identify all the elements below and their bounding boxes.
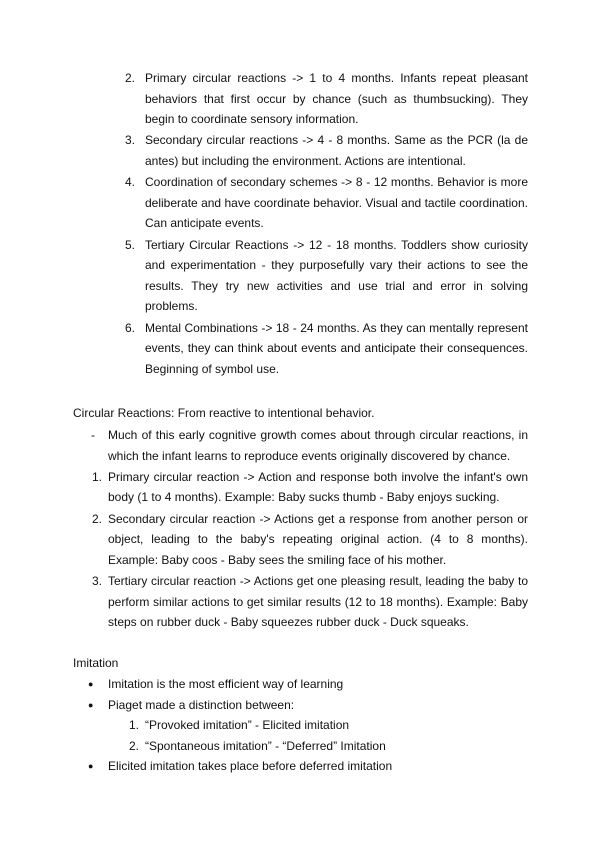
circular-reactions-list xyxy=(91,425,528,633)
list-number: 4. xyxy=(124,175,135,190)
list-number: 2. xyxy=(124,71,135,85)
list-text: Coordination of secondary schemes -> 8 - 12 months. Behavior is more deliberate and have coordinate behavior. Visual and tactile coordination. Can anticipate events. xyxy=(145,175,528,231)
bullet-icon: ● xyxy=(88,679,94,689)
list-number: 1. xyxy=(128,718,139,733)
list-number: 2. xyxy=(128,738,139,753)
list-item xyxy=(91,425,528,466)
imitation-heading: Imitation xyxy=(73,656,119,670)
list-item xyxy=(128,736,528,757)
list-item xyxy=(124,172,528,234)
list-text: Elicited imitation takes place before deferred imitation xyxy=(108,759,393,774)
list-item xyxy=(124,68,528,130)
list-text: Much of this early cognitive growth comes about through circular reactions, in which the infant learns to reproduce events originally discovered by chance. xyxy=(108,428,528,463)
list-item xyxy=(128,715,528,736)
list-text: “Provoked imitation” - Elicited imitation xyxy=(145,718,350,733)
dash-marker: - xyxy=(91,428,95,442)
list-text: Tertiary circular reaction -> Actions get one pleasing result, leading the baby to perform similar actions to get similar results (12 to 18 months). Example: Baby steps on rubber duck - Baby squeezes rubber duck - Duck squeaks. xyxy=(108,573,528,630)
piaget-stages-list xyxy=(124,68,528,380)
list-text: Mental Combinations -> 18 - 24 months. As they can mentally represent events, they can think about events and anticipate their consequences. Beginning of symbol use. xyxy=(145,320,528,376)
list-text: Imitation is the most efficient way of learning xyxy=(108,677,344,691)
bullet-icon: ● xyxy=(88,699,94,710)
list-text: “Spontaneous imitation” - “Deferred” Imitation xyxy=(145,738,386,753)
list-item xyxy=(91,467,528,508)
list-item xyxy=(124,235,528,317)
list-item xyxy=(91,571,528,633)
imitation-bullet-list xyxy=(88,674,528,777)
list-item xyxy=(88,674,528,695)
list-number: 5. xyxy=(124,237,135,252)
list-text: Primary circular reactions -> 1 to 4 months. Infants repeat pleasant behaviors that first occur by chance (such as thumbsucking). They begin to coordinate sensory information. xyxy=(145,71,528,127)
list-text: Tertiary Circular Reactions -> 12 - 18 months. Toddlers show curiosity and experimentation - they purposefully vary their actions to see the results. They try new activities and use trial and error in solving problems. xyxy=(145,237,528,314)
list-number: 2. xyxy=(91,511,102,526)
list-text: Secondary circular reactions -> 4 - 8 months. Same as the PCR (la de antes) but including the environment. Actions are intentional. xyxy=(145,133,528,168)
list-text: Secondary circular reaction -> Actions get a response from another person or object, leading to the baby's repeating original action. (4 to 8 months). Example: Baby coos - Baby sees the smiling face of his mother. xyxy=(108,511,528,567)
list-number: 3. xyxy=(124,133,135,148)
circular-reactions-heading: Circular Reactions: From reactive to intentional behavior. xyxy=(73,406,375,420)
bullet-icon: ● xyxy=(88,761,94,772)
list-item xyxy=(124,318,528,380)
list-item xyxy=(88,695,528,716)
list-item xyxy=(124,130,528,171)
imitation-types-list xyxy=(128,715,528,756)
list-text: Piaget made a distinction between: xyxy=(108,697,295,712)
list-text: Primary circular reaction -> Action and response both involve the infant's own body (1 to 4 months). Example: Baby sucks thumb - Baby enjoys sucking. xyxy=(108,469,528,505)
list-item xyxy=(91,509,528,571)
list-item xyxy=(88,756,528,777)
list-number: 3. xyxy=(91,573,102,588)
list-number: 1. xyxy=(91,469,102,484)
list-number: 6. xyxy=(124,320,135,335)
